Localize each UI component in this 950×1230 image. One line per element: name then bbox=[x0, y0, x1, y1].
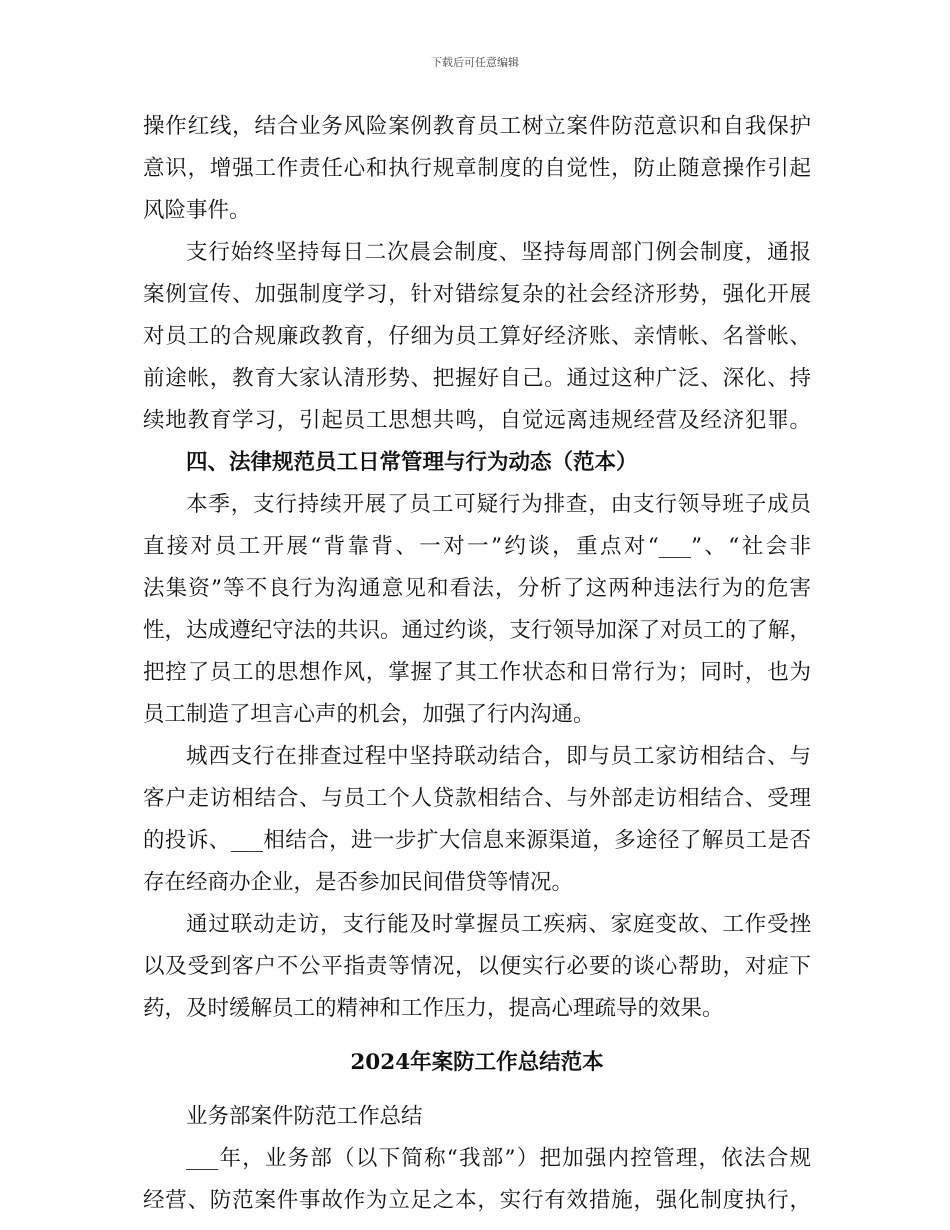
text-line: 操作红线，结合业务风险案例教育员工树立案件防范意识和自我保护 bbox=[143, 114, 811, 139]
text-line: 经营、防范案件事故作为立足之本，实行有效措施，强化制度执行， bbox=[143, 1188, 811, 1213]
document-body bbox=[143, 106, 811, 1222]
text-line: 通过联动走访，支行能及时掌握员工疾病、家庭变故、工作受挫 bbox=[186, 912, 811, 937]
text-line: 意识，增强工作责任心和执行规章制度的自觉性，防止随意操作引起 bbox=[143, 156, 811, 181]
text-line: 风险事件。 bbox=[143, 198, 251, 223]
paragraph-6 bbox=[143, 1138, 811, 1222]
section-heading-4: 四、法律规范员工日常管理与行为动态（范本） bbox=[186, 450, 638, 475]
text-line: 支行始终坚持每日二次晨会制度、坚持每周部门例会制度，通报 bbox=[186, 240, 811, 265]
text-line: 把控了员工的思想作风，掌握了其工作状态和日常行为；同时，也为 bbox=[143, 660, 811, 685]
page-header: 下载后可任意编辑 bbox=[431, 56, 519, 69]
text-line: 法集资”等不良行为沟通意见和看法，分析了这两种违法行为的危害 bbox=[143, 576, 811, 601]
text-line: 性，达成遵纪守法的共识。通过约谈，支行领导加深了对员工的了解， bbox=[143, 618, 811, 643]
text-line: 以及受到客户不公平指责等情况，以便实行必要的谈心帮助，对症下 bbox=[143, 954, 811, 979]
section-title: 2024年案防工作总结范本 bbox=[350, 1050, 604, 1075]
spacer bbox=[143, 1084, 811, 1096]
text-line: 员工制造了坦言心声的机会，加强了行内沟通。 bbox=[143, 702, 595, 727]
paragraph-2 bbox=[143, 232, 811, 442]
spacer bbox=[143, 1030, 811, 1042]
text-line: 客户走访相结合、与员工个人贷款相结合、与外部走访相结合、受理 bbox=[143, 786, 811, 811]
text-line: 存在经商办企业，是否参加民间借贷等情况。 bbox=[143, 870, 574, 895]
text-line: 直接对员工开展“背靠背、一对一”约谈，重点对“___”、“社会非 bbox=[143, 534, 811, 559]
text-line: 的投诉、___相结合，进一步扩大信息来源渠道，多途径了解员工是否 bbox=[143, 828, 811, 853]
text-line: 续地教育学习，引起员工思想共鸣，自觉远离违规经营及经济犯罪。 bbox=[143, 408, 811, 433]
paragraph-4 bbox=[143, 736, 811, 904]
paragraph-5 bbox=[143, 904, 811, 1030]
text-line: 城西支行在排查过程中坚持联动结合，即与员工家访相结合、与 bbox=[186, 744, 811, 769]
text-line: ___年，业务部（以下简称“我部”）把加强内控管理，依法合规 bbox=[186, 1146, 811, 1171]
text-line: 本季，支行持续开展了员工可疑行为排查，由支行领导班子成员 bbox=[186, 492, 811, 517]
paragraph-3 bbox=[143, 484, 811, 736]
paragraph-1 bbox=[143, 106, 811, 232]
document-subtitle: 业务部案件防范工作总结 bbox=[186, 1104, 423, 1129]
text-line: 对员工的合规廉政教育，仔细为员工算好经济账、亲情帐、名誉帐、 bbox=[143, 324, 811, 349]
text-line: 前途帐，教育大家认清形势、把握好自己。通过这种广泛、深化、持 bbox=[143, 366, 811, 391]
text-line: 药，及时缓解员工的精神和工作压力，提高心理疏导的效果。 bbox=[143, 996, 724, 1021]
text-line: 案例宣传、加强制度学习，针对错综复杂的社会经济形势，强化开展 bbox=[143, 282, 811, 307]
